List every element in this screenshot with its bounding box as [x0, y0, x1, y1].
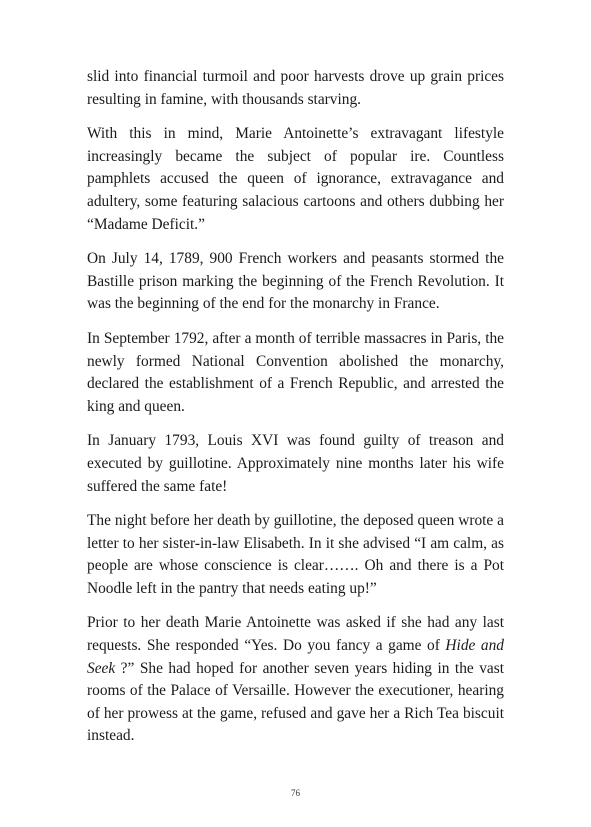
- last-requests-text-end: ?” She had hoped for another seven years hiding in the vast rooms of the Palace of Versaille. However the executioner, hearing of her prowess at the game, refused and gave her a Rich Tea biscuit instead.: [87, 659, 504, 745]
- paragraph-january-1793: In January 1793, Louis XVI was found guilty of treason and executed by guillotine. Approximately nine months later his wife suffered the same fate!: [87, 432, 504, 495]
- paragraph-bastille: On July 14, 1789, 900 French workers and peasants stormed the Bastille prison marking the beginning of the French Revolution. It was the beginning of the end for the monarchy in France.: [87, 250, 504, 313]
- paragraph-lifestyle: With this in mind, Marie Antoinette’s extravagant lifestyle increasingly became the subject of popular ire. Countless pamphlets accused the queen of ignorance, extravagance and adultery, some featuring salacious cartoons and others dubbing her “Madame Deficit.”: [87, 125, 504, 233]
- paragraph-last-requests: [87, 612, 504, 748]
- game-title-italic: Hide and Seek: [87, 637, 504, 677]
- paragraph-harvests: slid into financial turmoil and poor harvests drove up grain prices resulting in famine, with thousands starving.: [87, 68, 504, 108]
- document-page: [87, 66, 504, 760]
- paragraph-september-1792: In September 1792, after a month of terrible massacres in Paris, the newly formed National Convention abolished the monarchy, declared the establishment of a French Republic, and arrested the king and queen.: [87, 329, 504, 415]
- last-requests-text-start: Prior to her death Marie Antoinette was asked if she had any last requests. She responded “Yes. Do you fancy a game of: [87, 614, 504, 655]
- paragraph-letter: The night before her death by guillotine, the deposed queen wrote a letter to her sister-in-law Elisabeth. In it she advised “I am calm, as people are whose conscience is clear……. Oh and there is a Pot Noodle left in the pantry that needs eating up!”: [87, 512, 504, 597]
- page-number: 76: [291, 788, 300, 798]
